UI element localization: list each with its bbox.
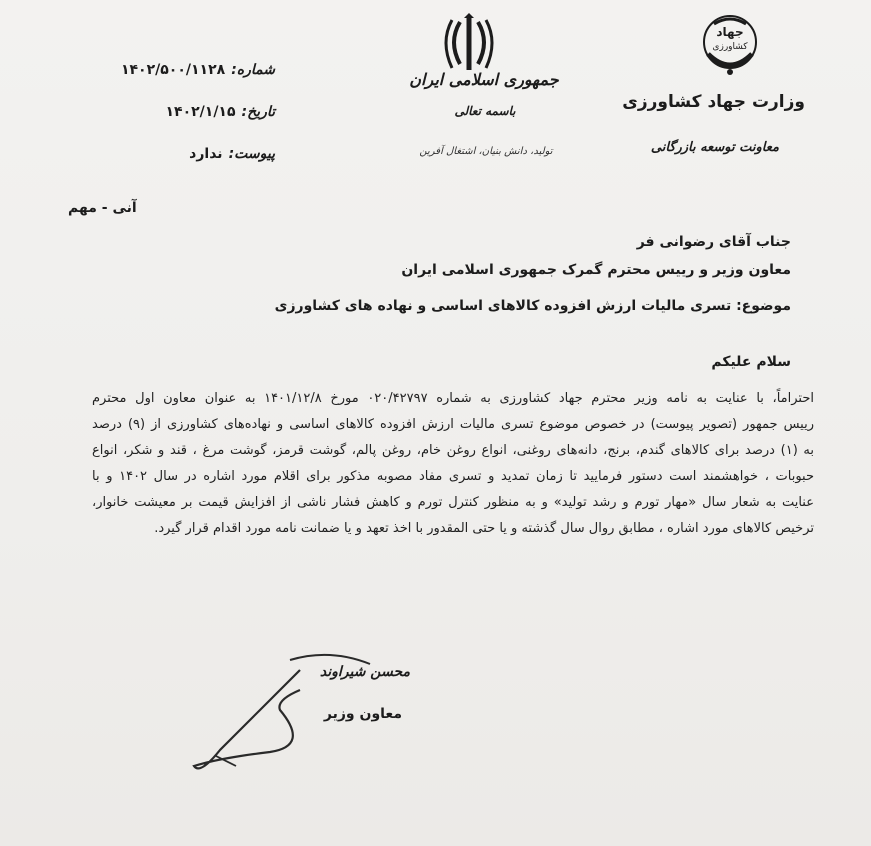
signer-title: معاون وزیر (323, 706, 402, 722)
priority-label: آنی - مهم (68, 200, 137, 216)
letter-number (121, 62, 275, 78)
number-label: شماره: (231, 62, 275, 78)
letter-attachment (189, 146, 275, 162)
body-line: احتراماً، با عنایت به نامه وزیر محترم جهاد کشاورزی به شماره ۰۲۰/۴۲۷۹۷ مورخ ۱۴۰۱/۱۲/۸ به عنوان معاون اول محترم (92, 391, 814, 406)
subject-line: موضوع: تسری مالیات ارزش افزوده کالاهای اساسی و نهاده های کشاورزی (274, 298, 791, 314)
deputy-name: معاونت توسعه بازرگانی (650, 140, 779, 155)
body-line: به (۱) درصد برای کالاهای گندم، برنج، دانه‌های روغنی، انواع روغن خام، روغن پالم، گوشت قرمز، گوشت مرغ ، قند و شکر، انواع (92, 443, 814, 458)
addressee-name: جناب آقای رضوانی فر (636, 234, 791, 250)
iran-emblem-icon (438, 12, 500, 74)
body-line: عنایت به شعار سال «مهار تورم و رشد تولید» و به منظور کنترل تورم و کاهش فشار ناشی از افزایش قیمت بر معیشت خانوار، (92, 495, 814, 510)
number-value: ۱۴۰۲/۵۰۰/۱۱۲۸ (120, 62, 226, 78)
letter-date (165, 104, 275, 120)
logo-text-bottom: کشاورزی (712, 42, 748, 52)
body-line: ترخیص کالاهای مورد اشاره ، مطابق روال سال گذشته و یا حتی المقدور با اخذ تعهد و یا ضمانت نامه مورد اقدام قرار گیرد. (154, 521, 814, 536)
addressee-title: معاون وزیر و رییس محترم گمرک جمهوری اسلامی ایران (401, 262, 791, 278)
slogan: تولید، دانش بنیان، اشتغال آفرین (419, 146, 553, 157)
bismillah: باسمه تعالی (454, 104, 516, 118)
date-label: تاریخ: (241, 104, 275, 120)
logo-text-top: جهاد (716, 25, 744, 39)
ministry-name: وزارت جهاد کشاورزی (622, 92, 805, 112)
letter-body (92, 386, 814, 542)
body-line: حبوبات ، خواهشمند است دستور فرمایید تا زمان تمدید و تسری مفاد مصوبه مذکور برای اقلام مورد اشاره در سال ۱۴۰۲ و با (92, 469, 814, 484)
date-value: ۱۴۰۲/۱/۱۵ (165, 104, 236, 120)
iran-emblem (438, 12, 500, 74)
attachment-label: پیوست: (228, 146, 275, 162)
body-line: رییس جمهور (تصویر پیوست) در خصوص موضوع تسری مالیات ارزش افزوده کالاهای اساسی و نهاده‌های کشاورزی از (۹) درصد (92, 417, 814, 432)
republic-title: جمهوری اسلامی ایران (409, 70, 559, 89)
signature-block (180, 640, 410, 780)
ministry-logo (690, 10, 770, 80)
attachment-value: ندارد (189, 146, 223, 162)
signer-name: محسن شیراوند (319, 664, 410, 680)
greeting: سلام علیکم (711, 354, 791, 370)
